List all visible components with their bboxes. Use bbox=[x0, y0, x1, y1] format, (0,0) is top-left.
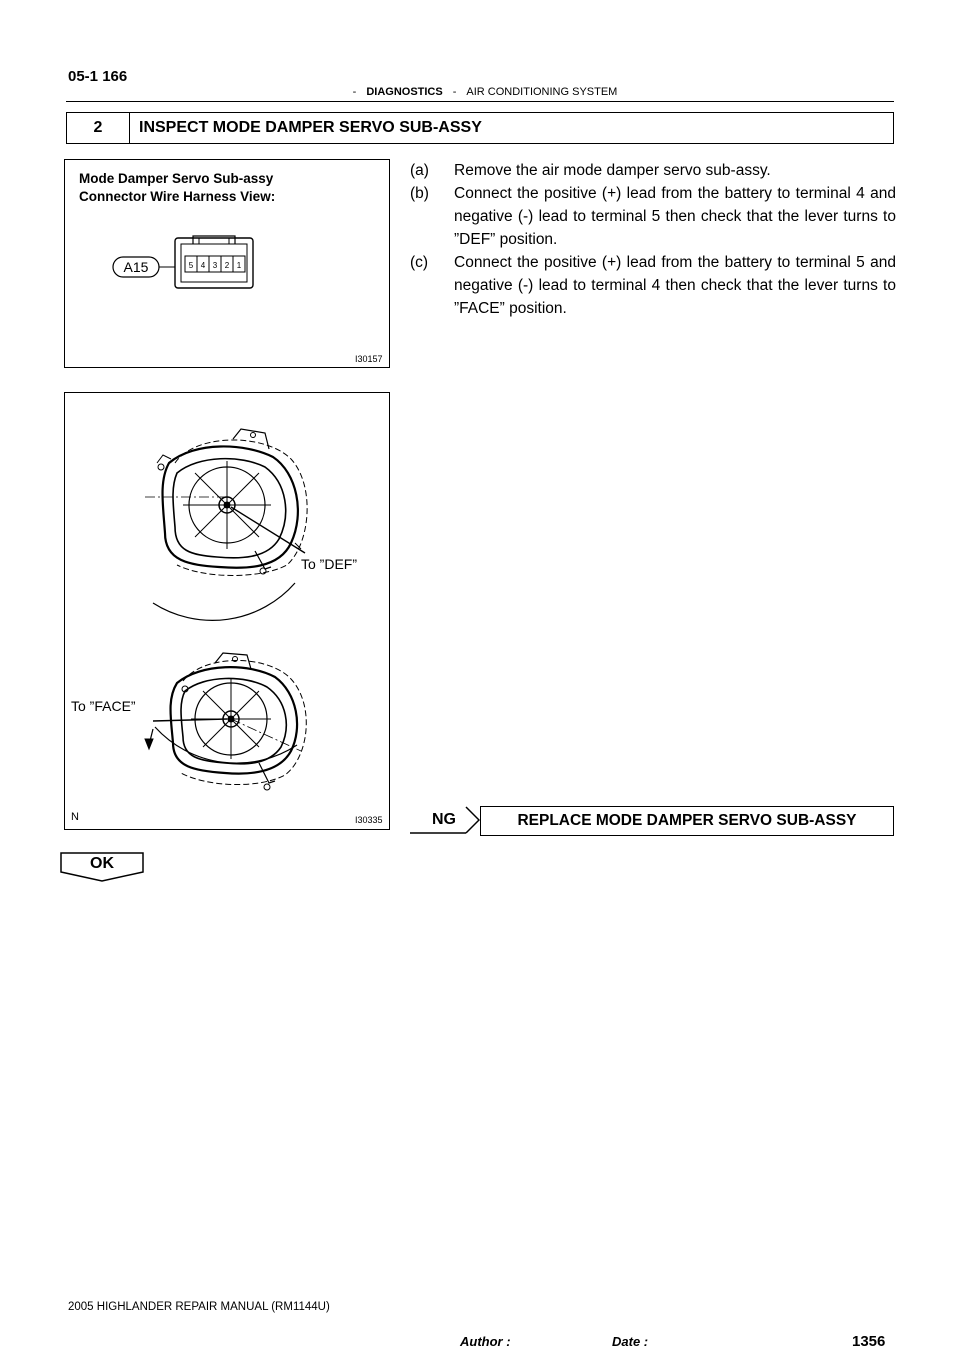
connector-figure bbox=[64, 159, 390, 368]
ng-label: NG bbox=[432, 811, 456, 828]
page-code: 05-1 166 bbox=[68, 68, 128, 85]
section-name: DIAGNOSTICS bbox=[366, 86, 443, 98]
def-lever bbox=[231, 507, 305, 553]
manual-title: 2005 HIGHLANDER REPAIR MANUAL (RM1144U) bbox=[68, 1301, 330, 1313]
servo-figure bbox=[64, 392, 390, 830]
face-arrow-head bbox=[145, 739, 153, 749]
ok-label-box bbox=[60, 852, 144, 882]
header-rule bbox=[66, 101, 894, 102]
def-mount-hole bbox=[251, 433, 256, 438]
face-lower-hole bbox=[264, 784, 270, 790]
step-title: INSPECT MODE DAMPER SERVO SUB-ASSY bbox=[139, 119, 482, 136]
terminal-row bbox=[185, 256, 245, 272]
instruction-c-label: (c) bbox=[410, 254, 429, 271]
terminal-number: 3 bbox=[212, 261, 218, 270]
step-number: 2 bbox=[67, 113, 130, 143]
face-centerline bbox=[231, 719, 301, 751]
ng-arrow-chevron bbox=[466, 807, 479, 833]
ng-action: REPLACE MODE DAMPER SERVO SUB-ASSY bbox=[480, 806, 894, 836]
def-swing-arc bbox=[153, 583, 295, 620]
figure-corner-mark: N bbox=[71, 811, 79, 823]
face-lever bbox=[153, 719, 227, 721]
def-left-hole bbox=[158, 464, 164, 470]
terminal-number: 5 bbox=[188, 261, 194, 270]
terminal-number: 1 bbox=[236, 261, 242, 270]
servo-diagram bbox=[65, 393, 389, 829]
servo-figure-id: I30335 bbox=[355, 815, 383, 825]
author-label: Author : bbox=[460, 1334, 511, 1349]
connector-diagram bbox=[65, 160, 389, 367]
def-mount-tab bbox=[233, 429, 269, 449]
instruction-c bbox=[410, 251, 896, 320]
connector-figure-id: I30157 bbox=[355, 354, 383, 364]
face-position-label: To ”FACE” bbox=[71, 698, 136, 714]
date-label: Date : bbox=[612, 1334, 649, 1349]
header-separator-2: - bbox=[452, 86, 457, 98]
instruction-b-label: (b) bbox=[410, 185, 429, 202]
ok-label: OK bbox=[90, 855, 114, 872]
terminal-number: 4 bbox=[200, 261, 206, 270]
header-separator: - bbox=[352, 86, 357, 98]
def-position-label: To ”DEF” bbox=[301, 556, 357, 572]
subsection-name: AIR CONDITIONING SYSTEM bbox=[466, 86, 618, 98]
def-lower-hole bbox=[260, 568, 266, 574]
connector-label: A15 bbox=[123, 259, 149, 275]
instruction-a-text: Remove the air mode damper servo sub-assy. bbox=[454, 162, 771, 179]
section-header bbox=[0, 86, 960, 98]
connector-figure-title-line2: Connector Wire Harness View: bbox=[79, 189, 276, 204]
instruction-a bbox=[410, 159, 896, 182]
servo-face-drawing bbox=[145, 653, 306, 790]
servo-def-drawing bbox=[145, 429, 307, 620]
def-housing-outer bbox=[163, 446, 298, 567]
page-number: 1356 bbox=[852, 1333, 886, 1350]
ng-label-box bbox=[410, 806, 480, 834]
instruction-b-text: Connect the positive (+) lead from the battery to terminal 4 and negative (-) lead to terminal 5 then check that the lever turns to ”DEF” position. bbox=[454, 185, 896, 248]
step-header bbox=[66, 112, 894, 144]
terminal-number: 2 bbox=[224, 261, 230, 270]
instruction-a-label: (a) bbox=[410, 162, 429, 179]
connector-figure-title-line1: Mode Damper Servo Sub-assy bbox=[79, 171, 274, 186]
instruction-b bbox=[410, 182, 896, 251]
instruction-c-text: Connect the positive (+) lead from the battery to terminal 5 and negative (-) lead to terminal 4 then check that the lever turns to ”FACE” position. bbox=[454, 254, 896, 317]
